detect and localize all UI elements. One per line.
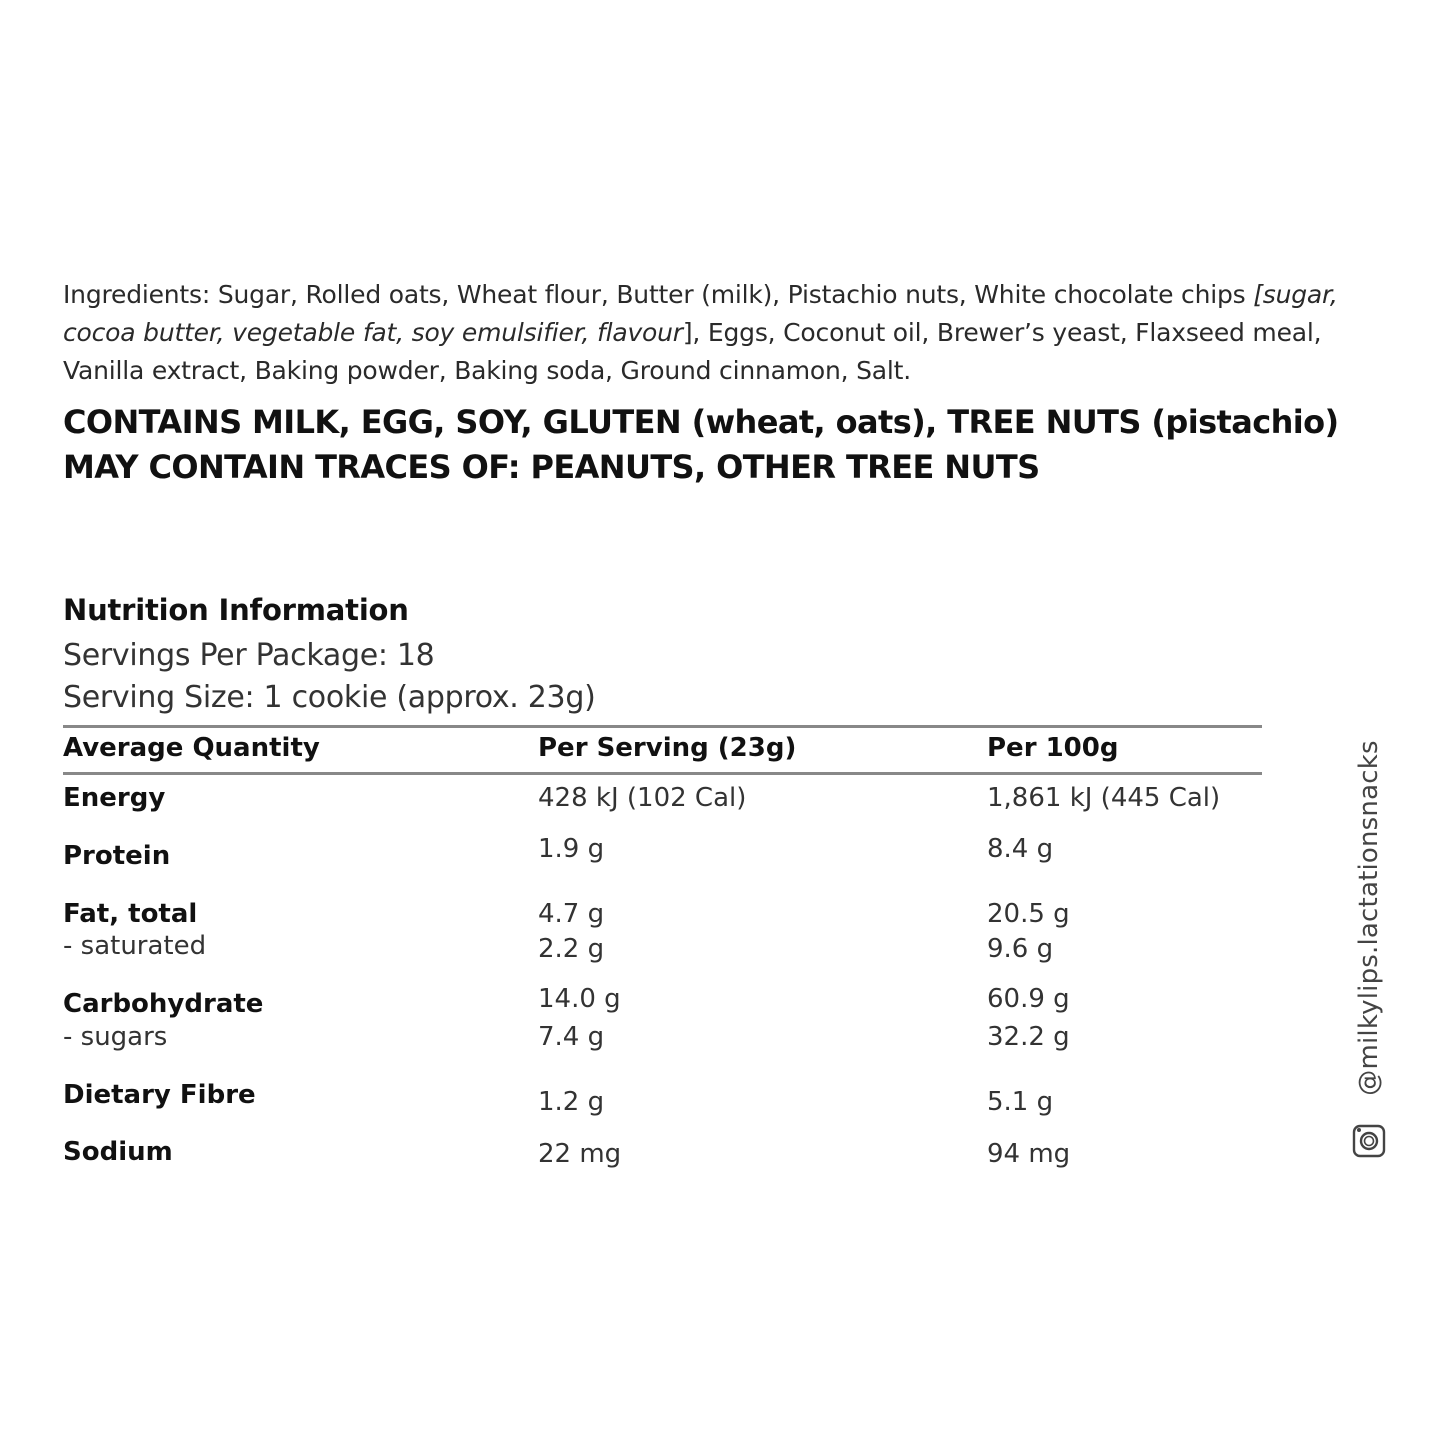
table-top-rule [63,725,1262,728]
sugars-per-serving: 7.4 g [538,1022,605,1052]
row-label-fibre: Dietary Fibre [63,1080,256,1110]
row-label-sodium: Sodium [63,1137,173,1167]
row-label-fat: Fat, total [63,899,198,929]
row-label-saturated: - saturated [63,931,207,961]
servings-per-package: Servings Per Package: 18 [63,638,435,673]
row-label-protein: Protein [63,841,171,871]
energy-per-serving: 428 kJ (102 Cal) [538,783,747,813]
carbohydrate-per-100g: 60.9 g [987,984,1070,1014]
fibre-per-100g: 5.1 g [987,1087,1054,1117]
energy-per-100g: 1,861 kJ (445 Cal) [987,783,1221,813]
ingredients-part-1: Ingredients: Sugar, Rolled oats, Wheat flour, Butter (milk), Pistachio nuts, White chocolate chips [63,280,1254,309]
protein-per-100g: 8.4 g [987,834,1054,864]
fibre-per-serving: 1.2 g [538,1087,605,1117]
row-label-carbohydrate: Carbohydrate [63,989,264,1019]
fat-per-serving: 4.7 g [538,899,605,929]
ingredients-part-2: ], Eggs, Coconut oil, Brewer’s yeast, Flaxseed meal, Vanilla extract, Baking powder, Baking soda, Ground cinnamon, Salt. [63,318,1322,385]
serving-size: Serving Size: 1 cookie (approx. 23g) [63,680,596,715]
may-contain-allergens: MAY CONTAIN TRACES OF: PEANUTS, OTHER TREE NUTS [63,448,1040,486]
allergen-statement [63,400,1393,490]
row-label-sugars: - sugars [63,1022,168,1052]
nutrition-title: Nutrition Information [63,593,409,627]
sugars-per-100g: 32.2 g [987,1022,1070,1052]
row-label-energy: Energy [63,783,166,813]
protein-per-serving: 1.9 g [538,834,605,864]
saturated-per-serving: 2.2 g [538,934,605,964]
sodium-per-100g: 94 mg [987,1139,1071,1169]
sodium-per-serving: 22 mg [538,1139,622,1169]
header-per-100g: Per 100g [987,733,1119,763]
saturated-per-100g: 9.6 g [987,934,1054,964]
header-average-quantity: Average Quantity [63,733,320,763]
ingredients-text [63,276,1363,390]
instagram-icon [1352,1124,1386,1158]
table-header-rule [63,772,1262,775]
ingredients-italic: [sugar, cocoa butter, vegetable fat, soy emulsifier, flavour [63,280,1338,347]
carbohydrate-per-serving: 14.0 g [538,984,621,1014]
instagram-handle: @milkylips.lactationsnacks [1354,740,1384,1096]
header-per-serving: Per Serving (23g) [538,733,797,763]
contains-allergens: CONTAINS MILK, EGG, SOY, GLUTEN (wheat, oats), TREE NUTS (pistachio) [63,403,1339,441]
fat-per-100g: 20.5 g [987,899,1070,929]
